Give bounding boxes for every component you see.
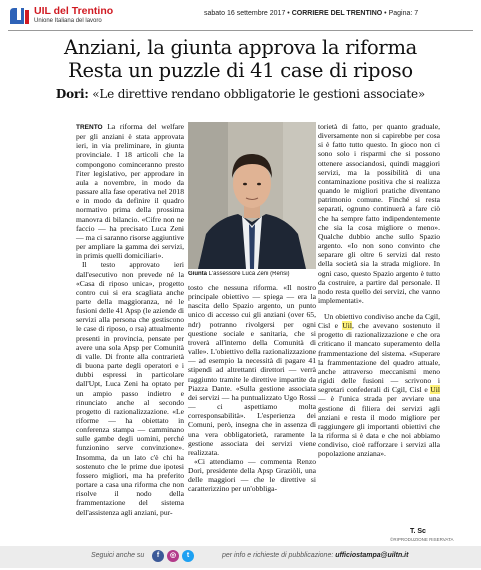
instagram-icon[interactable]: ◎ [167,550,179,562]
highlighted-uil: Uil [430,385,440,395]
facebook-icon[interactable]: f [152,550,164,562]
portrait-image [188,122,316,269]
newspaper-name: CORRIERE DEL TRENTINO [291,10,383,17]
footer-info [222,552,408,559]
page-number: Pagina: 7 [388,10,419,17]
headline-line-1: Anziani, la giunta approva la riforma [64,36,417,59]
article-photo [188,122,316,269]
article-column-3-continued [318,312,440,459]
author-signature: T. Sc [410,528,426,535]
paragraph: «Ci attendiamo — commenta Renzo Dori, presidente della Apsp Graziòli, una delle maggiori — che le direttive si caratterizzino per un'obbliga- [188,456,316,494]
publication-meta: sabato 16 settembre 2017 • CORRIERE DEL TRENTINO • Pagina: 7 [204,10,419,17]
photo-caption [188,271,316,277]
paragraph: Il testo approvato ieri dall'esecutivo non prevede né la «Casa di riposo unica», progetto contro cui si era scagliata anche parte della maggioranza, né le fusioni delle 41 Apsp (le aziende di servizi alla persona che gestiscono le case di riposo, o rsa) attualmente presenti in provincia, pensate per avere una sola Apsp per Comunità di valle. Di fronte alla contrarietà di buona parte degli operatori e i dubbi espressi in particolare dall'Upt, Luca Zeni ha optato per un ampio passo indietro e rinunciato anche al secondo progetto di razionalizzazione. «Le riforme — ha obiettato in conferenza stampa — camminano sulle gambe degli uomini, perché funzionino serve convinzione». Insomma, da un lato c'è chi ha sostenuto che le prime due ipotesi fossero migliori, ma ha preferito portare a casa una riforma che non risolve il nodo della frammentazione del sistema dell'assistenza agli anziani, pur- [76,260,184,517]
article-column-3 [318,122,440,305]
paragraph: tosto che nessuna riforma. «Il nostro principale obiettivo — spiega — era la nascita dello Spazio argento, un punto unico di accesso cui gli anziani (over 65, ndr) potranno rivolgersi per ogni questione sociale e sanitaria, che si troverà all'interno della Comunità di valle». L'obiettivo della razionalizzazione — ad esempio la necessità di pagare 41 stipendi ad altrettanti direttori — verrà raggiunto tramite le direttive impartite da Piazza Dante. «Sulla gestione associata dei servizi — ha puntualizzato Ugo Rossi — ci aspettiamo molta corresponsabilità». L'esperienza dei Comuni, però, insegna che in assenza di una vera obbligatorietà, raramente la gestione associata dei servizi viene realizzata. [188,283,316,457]
org-block [34,6,113,25]
caption-label: Giunta [188,271,207,277]
paragraph: torietà di fatto, per quanto graduale, diversamente non si capirebbe per cosa si è fatto tutto questo. In gioco non ci sono solo i risparmi che si possono ottenere associandosi, quindi maggiori servizi, ma la possibilità di una contaminazione positiva che si realizza quando le migliori pratiche diventano patrimonio comune. Finché si resta separati, ognuno continuerà a fare ciò che ha sempre fatto indipendentemente che sia la cosa migliore o meno». Qualche dubbio anche sullo Spazio argento. «Io non sono convinto che separare gli oltre 6 servizi dal resto della società sia la strada migliore. In ogni caso, questo Spazio argento è tutto da costruire, a partire dal personale. Il nodo resta quello dei servizi, che vanno implementati». [318,122,440,305]
dateline: TRENTO [76,124,103,131]
copyright-note: ©RIPRODUZIONE RISERVATA [390,537,454,542]
subhead-text: «Le direttive rendano obbligatorie le gestioni associate» [92,87,426,101]
twitter-icon[interactable]: t [182,550,194,562]
page-footer [0,546,481,568]
article-column-1 [76,122,184,517]
article-subhead [0,87,481,101]
subhead-kicker: Dori: [55,87,89,101]
page-header [8,6,473,28]
uil-logo-icon [8,6,30,26]
highlighted-uil: Uil [342,321,352,331]
article-headline [0,36,481,82]
info-label: per info e richieste di pubblicazione: [222,552,334,559]
paragraph: Un obiettivo condiviso anche da Cgil, Cisl e Uil, che avevano sostenuto il progetto di razionalizzazione e che ora criticano il mancato superamento della frammentazione del sistema. «Superare la frammentazione del quadro attuale, anche attraverso meccanismi meno rigidi delle fusioni — scrivono i segretari confederali di Cgil, Cisl e Uil — è l'unica strada per avviare una gestione di filiera dei servizi agli anziani e resta il modo migliore per raggiungere gli importanti obiettivi che la riforma si è data e che noi abbiamo condiviso, cioè rafforzare i servizi alla popolazione anziana». [318,312,440,459]
org-subtitle: Unione Italiana del lavoro [34,18,102,24]
publication-date: sabato 16 settembre 2017 [204,10,286,17]
headline-line-2: Resta un puzzle di 41 case di riposo [68,59,413,82]
paragraph: TRENTO La riforma del welfare per gli anziani è stata approvata ieri, in via preliminare, in giunta provinciale. I 18 articoli che la compongono cominceranno presto l'iter legislativo, per approdare in aula a novembre, in modo da passare alla fase operativa nel 2018 e in modo da definire il quadro normativo prima della prossima manovra di bilancio. «Cifre non ne faccio — ha precisato Luca Zeni — ma ci saranno risorse aggiuntive per ampliare la gamma dei servizi, in primis quelli domiciliari». [76,122,184,261]
contact-email-link[interactable]: ufficiostampa@uiltn.it [335,552,409,559]
follow-label: Seguici anche su [91,552,145,559]
caption-text: L'assessore Luca Zeni (Rensi) [208,271,290,277]
article-column-2 [188,283,316,494]
org-name: UIL del Trentino [34,5,114,17]
header-divider [8,30,473,31]
